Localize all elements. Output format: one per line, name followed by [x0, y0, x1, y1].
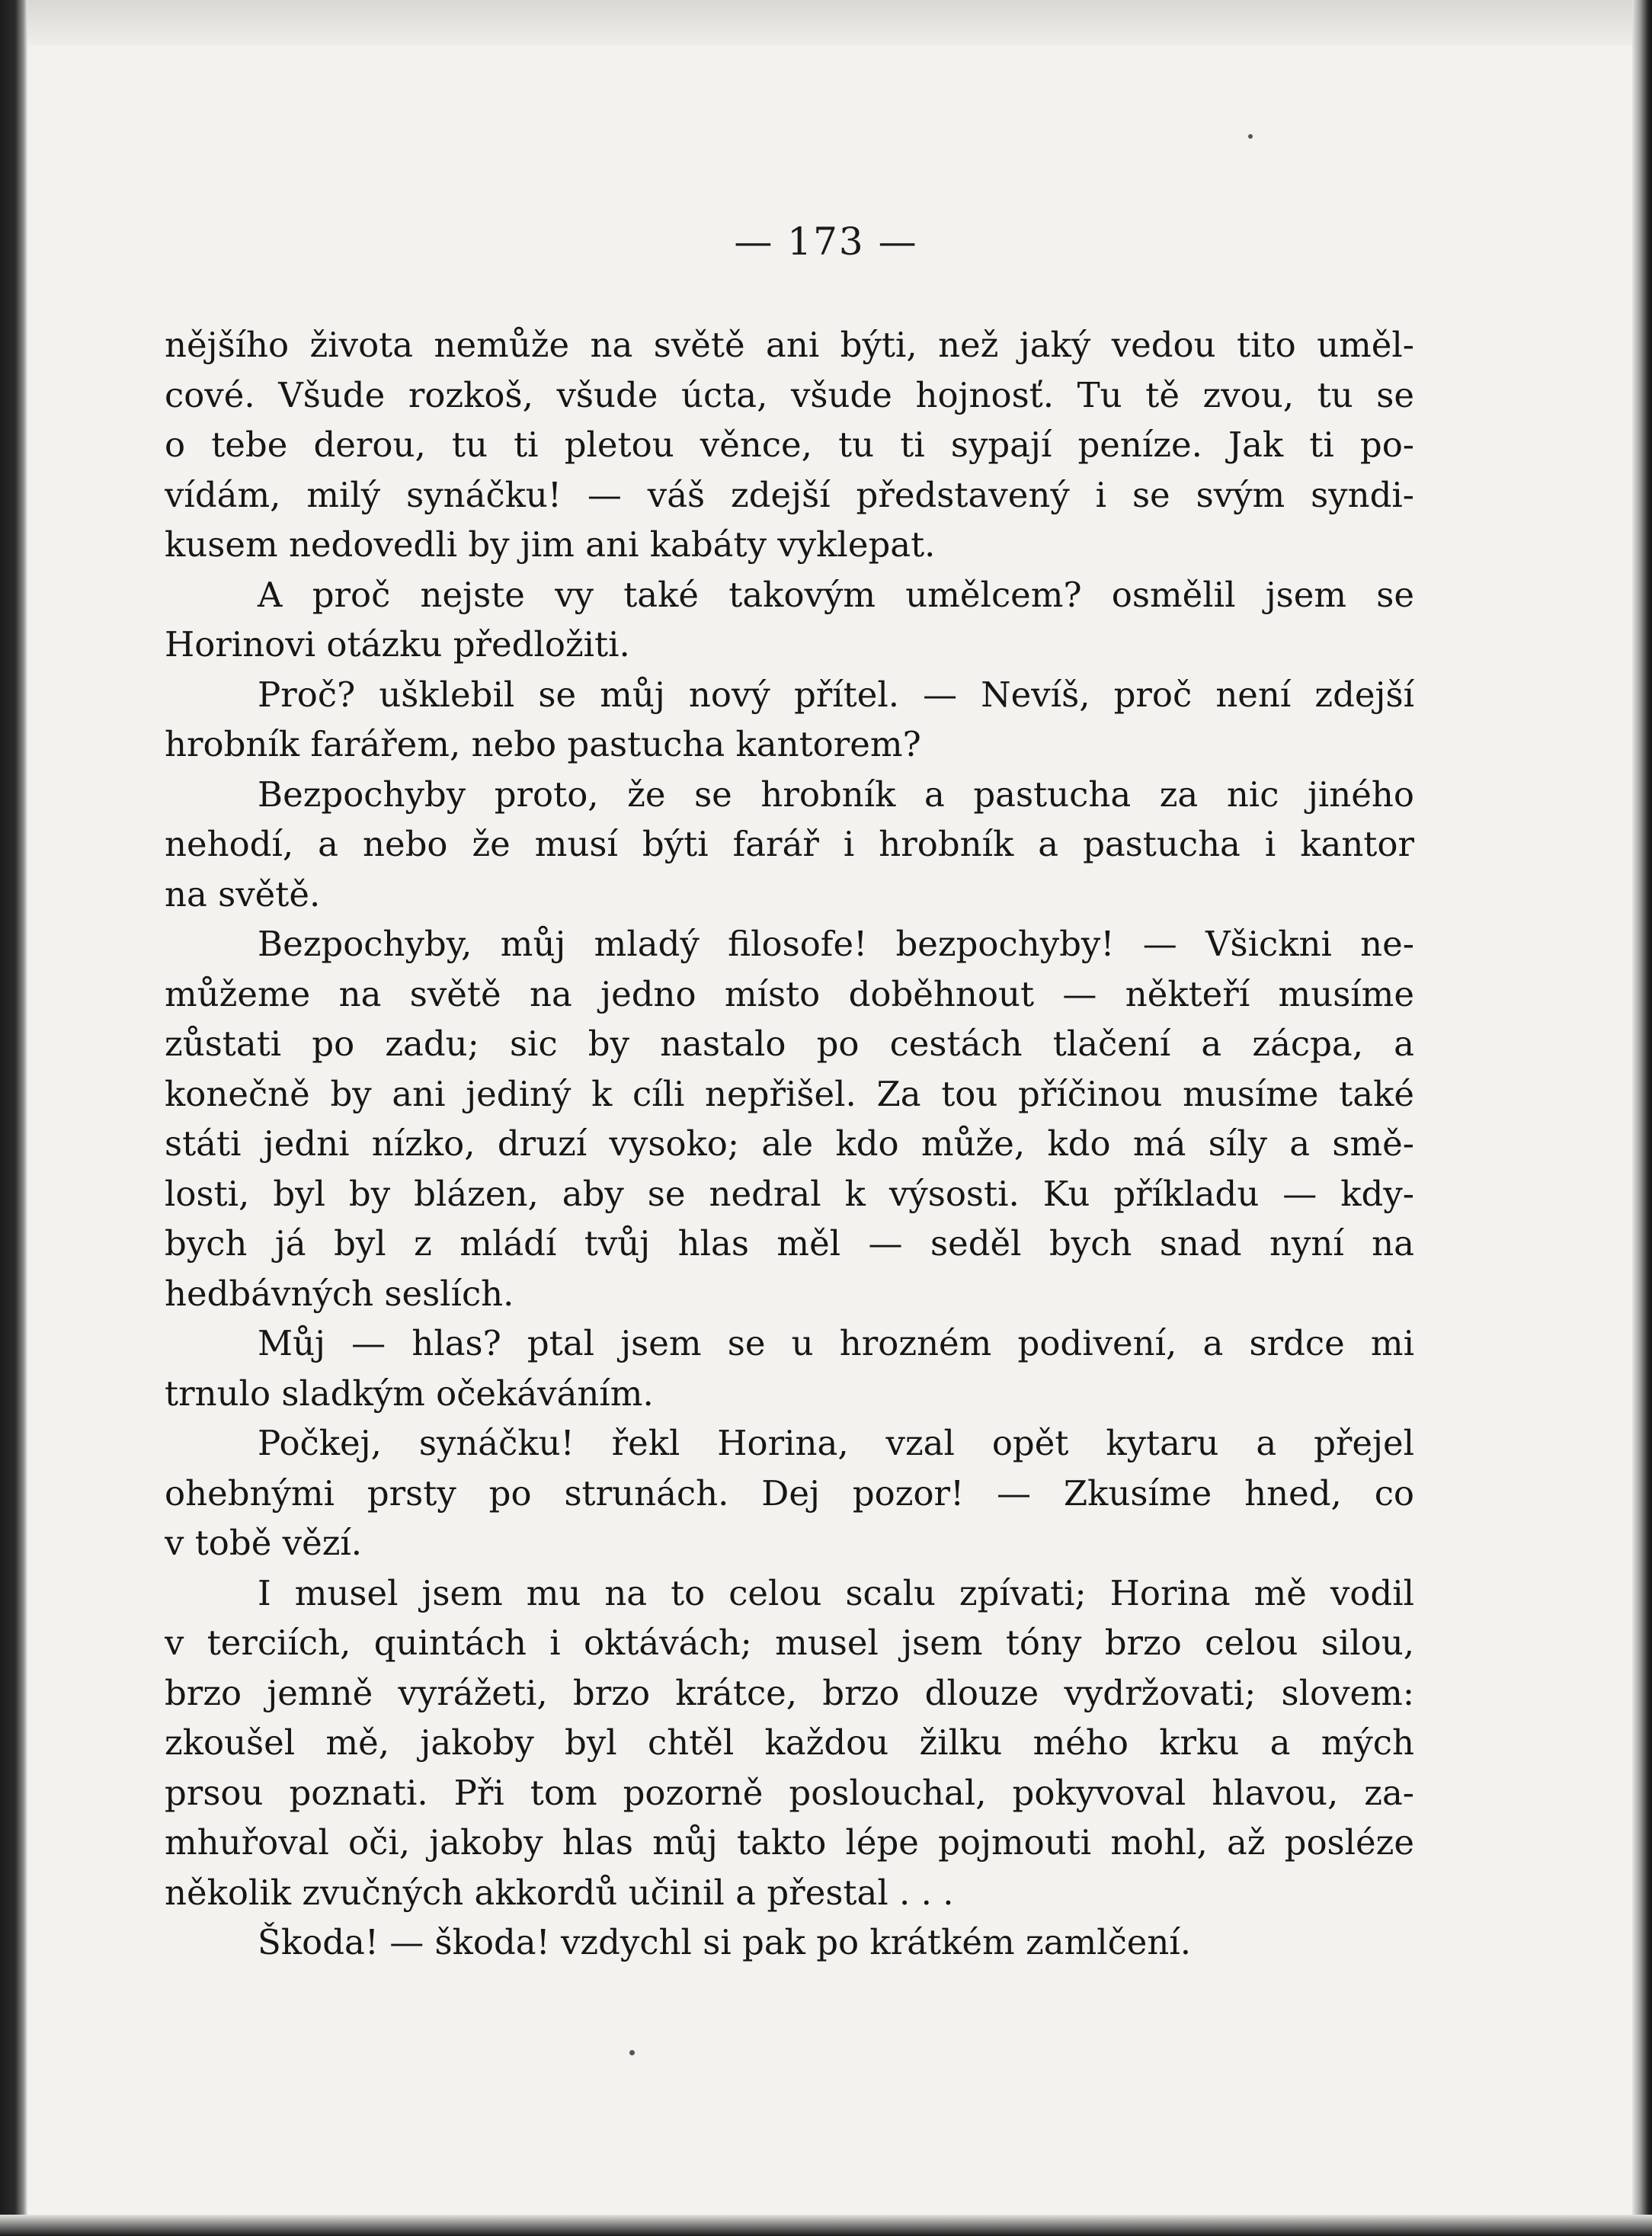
text-line: zkoušel mě, jakoby byl chtěl každou žilku mého krku a mých: [165, 1722, 1414, 1763]
text-line: Bezpochyby, můj mladý filosofe! bezpochyby! — Všickni ne-: [258, 924, 1414, 964]
text-line: mhuřoval oči, jakoby hlas můj takto lépe pojmouti mohl, až posléze: [165, 1822, 1414, 1863]
text-line: Počkej, synáčku! řekl Horina, vzal opět kytaru a přejel: [258, 1423, 1414, 1463]
text-line: zůstati po zadu; sic by nastalo po cestách tlačení a zácpa, a: [165, 1023, 1414, 1064]
paper-speck: [1248, 134, 1253, 139]
text-line: hedbávných seslích.: [165, 1273, 514, 1314]
text-line: nějšího života nemůže na světě ani býti, než jaký vedou tito uměl-: [165, 325, 1414, 365]
paper-speck: [629, 2050, 635, 2055]
text-line: cové. Všude rozkoš, všude úcta, všude hojnosť. Tu tě zvou, tu se: [165, 374, 1414, 415]
text-line: bych já byl z mládí tvůj hlas měl — seděl bych snad nyní na: [165, 1223, 1414, 1264]
text-line: trnulo sladkým očekáváním.: [165, 1373, 654, 1414]
text-line: v tobě vězí.: [165, 1523, 363, 1563]
text-line: na světě.: [165, 873, 321, 915]
text-line: nehodí, a nebo že musí býti farář i hrobník a pastucha i kantor: [165, 824, 1414, 864]
text-line: ohebnými prsty po strunách. Dej pozor! — Zkusíme hned, co: [165, 1472, 1414, 1514]
text-line: Škoda! — škoda! vzdychl si pak po krátkém zamlčení.: [258, 1922, 1192, 1962]
text-line: hrobník farářem, nebo pastucha kantorem?: [165, 724, 921, 764]
text-line: několik zvučných akkordů učinil a přestal . . .: [165, 1872, 954, 1913]
text-line: Proč? ušklebil se můj nový přítel. — Nevíš, proč není zdejší: [258, 674, 1414, 715]
text-line: v terciích, quintách i oktávách; musel jsem tóny brzo celou silou,: [165, 1623, 1414, 1663]
page-bottom-edge: [0, 2215, 1652, 2236]
text-line: kusem nedovedli by jim ani kabáty vyklepat.: [165, 524, 936, 565]
text-line: konečně by ani jediný k cíli nepřišel. Za tou příčinou musíme také: [165, 1073, 1414, 1114]
text-line: státi jedni nízko, druzí vysoko; ale kdo může, kdo má síly a smě-: [165, 1123, 1414, 1164]
text-line: o tebe derou, tu ti pletou věnce, tu ti sypají peníze. Jak ti po-: [165, 424, 1414, 465]
text-line: losti, byl by blázen, aby se nedral k výsosti. Ku příkladu — kdy-: [165, 1173, 1414, 1214]
page-top-shadow: [27, 0, 1632, 46]
text-line: A proč nejste vy také takovým umělcem? osmělil jsem se: [258, 574, 1414, 615]
body-text: [165, 320, 1414, 1968]
text-line: Horinovi otázku předložiti.: [165, 624, 630, 665]
page-right-edge: [1632, 0, 1652, 2236]
text-line: brzo jemně vyrážeti, brzo krátce, brzo dlouze vydržovati; slovem:: [165, 1672, 1414, 1713]
text-line: vídám, milý synáčku! — váš zdejší představený i se svým syndi-: [165, 474, 1414, 515]
text-line: můžeme na světě na jedno místo doběhnout — někteří musíme: [165, 973, 1414, 1014]
text-line: Bezpochyby proto, že se hrobník a pastucha za nic jiného: [258, 774, 1414, 815]
text-line: I musel jsem mu na to celou scalu zpívati; Horina mě vodil: [258, 1572, 1414, 1613]
book-spine-edge: [0, 0, 27, 2236]
text-line: prsou poznati. Při tom pozorně poslouchal, pokyvoval hlavou, za-: [165, 1772, 1414, 1813]
text-line: Můj — hlas? ptal jsem se u hrozném podivení, a srdce mi: [258, 1323, 1414, 1363]
page-number: — 173 —: [734, 219, 918, 264]
